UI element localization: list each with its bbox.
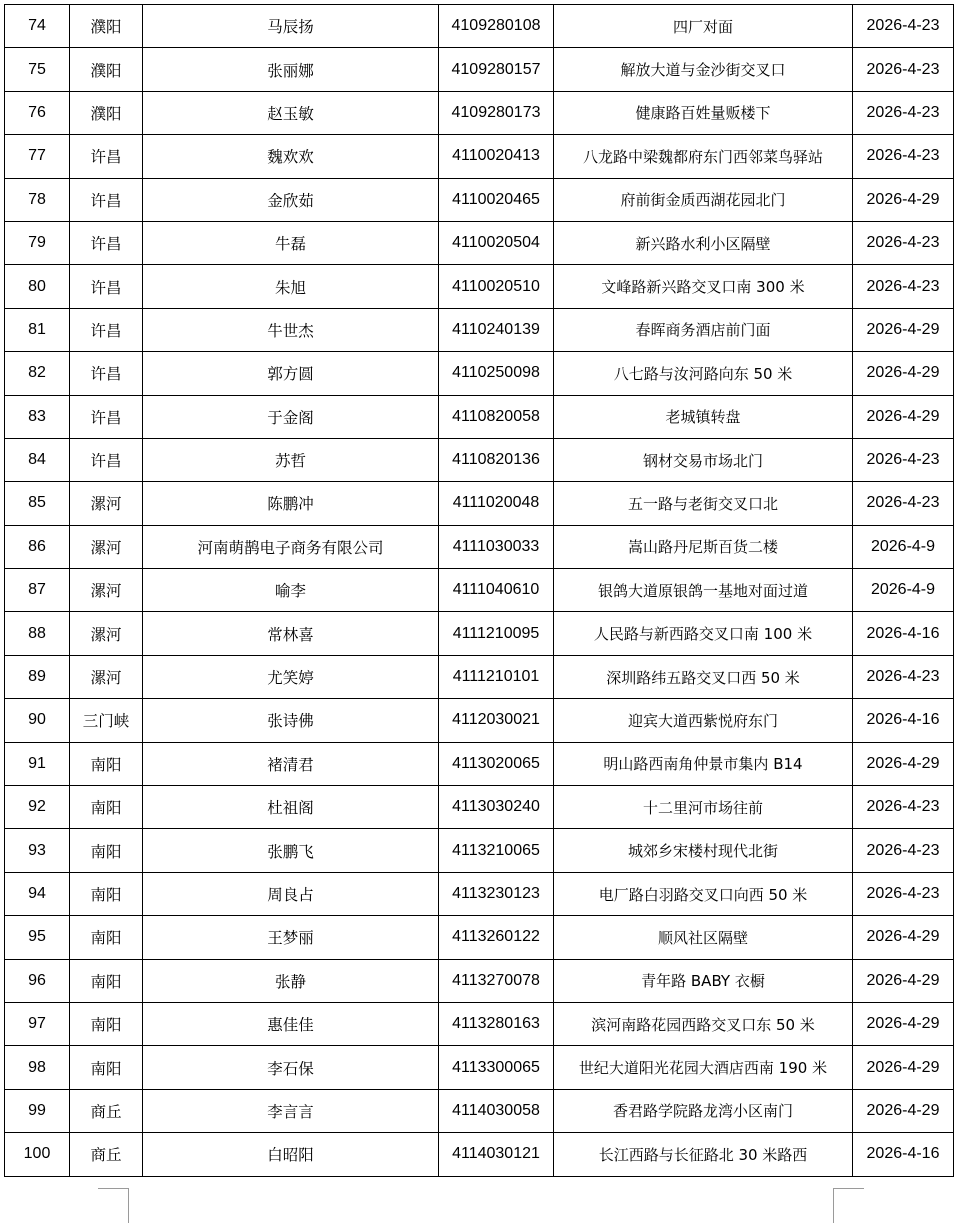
city-cell: 南阳 [70, 959, 143, 1002]
table-row [5, 438, 954, 481]
table-row [5, 612, 954, 655]
page-corner-mark-left [98, 1188, 129, 1223]
date-cell: 2026-4-16 [853, 612, 954, 655]
city-cell: 三门峡 [70, 699, 143, 742]
date-cell: 2026-4-29 [853, 1002, 954, 1045]
city-cell: 南阳 [70, 1002, 143, 1045]
table-row [5, 742, 954, 785]
table-row [5, 178, 954, 221]
operator-name-cell: 赵玉敏 [143, 91, 439, 134]
operator-name-cell: 牛世杰 [143, 308, 439, 351]
city-cell: 漯河 [70, 569, 143, 612]
address-cell: 健康路百姓量贩楼下 [554, 91, 853, 134]
row-index-cell: 82 [5, 352, 70, 395]
operator-name-cell: 褚清君 [143, 742, 439, 785]
address-cell: 老城镇转盘 [554, 395, 853, 438]
row-index-cell: 76 [5, 91, 70, 134]
operator-name-cell: 喻李 [143, 569, 439, 612]
city-cell: 许昌 [70, 178, 143, 221]
date-cell: 2026-4-29 [853, 916, 954, 959]
station-code-cell: 4113020065 [439, 742, 554, 785]
date-cell: 2026-4-23 [853, 438, 954, 481]
row-index-cell: 93 [5, 829, 70, 872]
station-code-cell: 4113030240 [439, 786, 554, 829]
address-cell: 解放大道与金沙街交叉口 [554, 48, 853, 91]
address-cell: 人民路与新西路交叉口南 100 米 [554, 612, 853, 655]
city-cell: 漯河 [70, 655, 143, 698]
operator-name-cell: 惠佳佳 [143, 1002, 439, 1045]
station-code-cell: 4113230123 [439, 872, 554, 915]
address-cell: 府前街金质西湖花园北门 [554, 178, 853, 221]
operator-name-cell: 常林喜 [143, 612, 439, 655]
date-cell: 2026-4-23 [853, 482, 954, 525]
operator-name-cell: 陈鹏冲 [143, 482, 439, 525]
station-code-cell: 4111040610 [439, 569, 554, 612]
city-cell: 南阳 [70, 872, 143, 915]
operator-name-cell: 于金阁 [143, 395, 439, 438]
station-code-cell: 4113270078 [439, 959, 554, 1002]
date-cell: 2026-4-29 [853, 308, 954, 351]
table-row [5, 829, 954, 872]
station-code-cell: 4113260122 [439, 916, 554, 959]
row-index-cell: 92 [5, 786, 70, 829]
station-code-cell: 4114030121 [439, 1133, 554, 1176]
table-row [5, 916, 954, 959]
table-row [5, 48, 954, 91]
operator-name-cell: 魏欢欢 [143, 135, 439, 178]
city-cell: 南阳 [70, 829, 143, 872]
row-index-cell: 96 [5, 959, 70, 1002]
date-cell: 2026-4-23 [853, 655, 954, 698]
date-cell: 2026-4-23 [853, 872, 954, 915]
address-cell: 新兴路水利小区隔壁 [554, 221, 853, 264]
station-code-cell: 4110250098 [439, 352, 554, 395]
row-index-cell: 74 [5, 5, 70, 48]
station-code-cell: 4110020465 [439, 178, 554, 221]
row-index-cell: 83 [5, 395, 70, 438]
date-cell: 2026-4-9 [853, 525, 954, 568]
operator-name-cell: 张诗佛 [143, 699, 439, 742]
operator-name-cell: 王梦丽 [143, 916, 439, 959]
row-index-cell: 91 [5, 742, 70, 785]
address-cell: 银鸽大道原银鸽一基地对面过道 [554, 569, 853, 612]
station-code-cell: 4113300065 [439, 1046, 554, 1089]
station-code-cell: 4111210101 [439, 655, 554, 698]
row-index-cell: 86 [5, 525, 70, 568]
address-cell: 顺风社区隔壁 [554, 916, 853, 959]
operator-name-cell: 张丽娜 [143, 48, 439, 91]
city-cell: 漯河 [70, 482, 143, 525]
address-cell: 城郊乡宋楼村现代北街 [554, 829, 853, 872]
row-index-cell: 78 [5, 178, 70, 221]
operator-name-cell: 李石保 [143, 1046, 439, 1089]
row-index-cell: 84 [5, 438, 70, 481]
address-cell: 四厂对面 [554, 5, 853, 48]
station-code-cell: 4110240139 [439, 308, 554, 351]
row-index-cell: 81 [5, 308, 70, 351]
city-cell: 许昌 [70, 308, 143, 351]
address-cell: 八七路与汝河路向东 50 米 [554, 352, 853, 395]
date-cell: 2026-4-16 [853, 699, 954, 742]
address-cell: 深圳路纬五路交叉口西 50 米 [554, 655, 853, 698]
date-cell: 2026-4-29 [853, 959, 954, 1002]
row-index-cell: 75 [5, 48, 70, 91]
date-cell: 2026-4-23 [853, 135, 954, 178]
date-cell: 2026-4-23 [853, 48, 954, 91]
row-index-cell: 99 [5, 1089, 70, 1132]
date-cell: 2026-4-29 [853, 395, 954, 438]
table-row [5, 655, 954, 698]
station-code-cell: 4110820058 [439, 395, 554, 438]
table-row [5, 699, 954, 742]
operator-name-cell: 尤笑婷 [143, 655, 439, 698]
date-cell: 2026-4-29 [853, 178, 954, 221]
address-cell: 嵩山路丹尼斯百货二楼 [554, 525, 853, 568]
station-code-cell: 4110020413 [439, 135, 554, 178]
table-row [5, 1046, 954, 1089]
table-row [5, 5, 954, 48]
table-row [5, 959, 954, 1002]
date-cell: 2026-4-23 [853, 265, 954, 308]
city-cell: 南阳 [70, 742, 143, 785]
address-cell: 长江西路与长征路北 30 米路西 [554, 1133, 853, 1176]
station-code-cell: 4109280173 [439, 91, 554, 134]
city-cell: 许昌 [70, 221, 143, 264]
operator-name-cell: 张静 [143, 959, 439, 1002]
address-cell: 钢材交易市场北门 [554, 438, 853, 481]
address-cell: 世纪大道阳光花园大酒店西南 190 米 [554, 1046, 853, 1089]
roster-table [4, 4, 954, 1177]
date-cell: 2026-4-29 [853, 352, 954, 395]
city-cell: 许昌 [70, 265, 143, 308]
page-corner-mark-right [833, 1188, 864, 1223]
row-index-cell: 77 [5, 135, 70, 178]
table-row [5, 91, 954, 134]
row-index-cell: 95 [5, 916, 70, 959]
date-cell: 2026-4-29 [853, 742, 954, 785]
operator-name-cell: 苏哲 [143, 438, 439, 481]
city-cell: 濮阳 [70, 48, 143, 91]
table-row [5, 265, 954, 308]
station-code-cell: 4111020048 [439, 482, 554, 525]
operator-name-cell: 牛磊 [143, 221, 439, 264]
station-code-cell: 4112030021 [439, 699, 554, 742]
row-index-cell: 100 [5, 1133, 70, 1176]
table-row [5, 482, 954, 525]
operator-name-cell: 朱旭 [143, 265, 439, 308]
date-cell: 2026-4-29 [853, 1089, 954, 1132]
city-cell: 南阳 [70, 786, 143, 829]
table-row [5, 525, 954, 568]
table-row [5, 569, 954, 612]
address-cell: 文峰路新兴路交叉口南 300 米 [554, 265, 853, 308]
operator-name-cell: 李言言 [143, 1089, 439, 1132]
table-row [5, 1133, 954, 1176]
operator-name-cell: 周良占 [143, 872, 439, 915]
table-row [5, 135, 954, 178]
operator-name-cell: 杜祖阁 [143, 786, 439, 829]
city-cell: 濮阳 [70, 5, 143, 48]
operator-name-cell: 张鹏飞 [143, 829, 439, 872]
table-row [5, 786, 954, 829]
city-cell: 许昌 [70, 352, 143, 395]
table-row [5, 308, 954, 351]
operator-name-cell: 马辰扬 [143, 5, 439, 48]
address-cell: 十二里河市场往前 [554, 786, 853, 829]
date-cell: 2026-4-23 [853, 221, 954, 264]
table-row [5, 352, 954, 395]
operator-name-cell: 金欣茹 [143, 178, 439, 221]
city-cell: 商丘 [70, 1089, 143, 1132]
operator-name-cell: 郭方圆 [143, 352, 439, 395]
date-cell: 2026-4-16 [853, 1133, 954, 1176]
station-code-cell: 4113280163 [439, 1002, 554, 1045]
address-cell: 八龙路中梁魏都府东门西邻菜鸟驿站 [554, 135, 853, 178]
station-code-cell: 4114030058 [439, 1089, 554, 1132]
row-index-cell: 80 [5, 265, 70, 308]
address-cell: 滨河南路花园西路交叉口东 50 米 [554, 1002, 853, 1045]
city-cell: 漯河 [70, 612, 143, 655]
address-cell: 青年路 BABY 衣橱 [554, 959, 853, 1002]
date-cell: 2026-4-23 [853, 5, 954, 48]
station-code-cell: 4109280108 [439, 5, 554, 48]
city-cell: 许昌 [70, 135, 143, 178]
city-cell: 许昌 [70, 438, 143, 481]
row-index-cell: 94 [5, 872, 70, 915]
address-cell: 明山路西南角仲景市集内 B14 [554, 742, 853, 785]
address-cell: 香君路学院路龙湾小区南门 [554, 1089, 853, 1132]
station-code-cell: 4111030033 [439, 525, 554, 568]
date-cell: 2026-4-23 [853, 786, 954, 829]
operator-name-cell: 河南萌鹊电子商务有限公司 [143, 525, 439, 568]
city-cell: 南阳 [70, 916, 143, 959]
row-index-cell: 98 [5, 1046, 70, 1089]
address-cell: 五一路与老街交叉口北 [554, 482, 853, 525]
date-cell: 2026-4-23 [853, 91, 954, 134]
row-index-cell: 97 [5, 1002, 70, 1045]
row-index-cell: 87 [5, 569, 70, 612]
city-cell: 商丘 [70, 1133, 143, 1176]
date-cell: 2026-4-29 [853, 1046, 954, 1089]
city-cell: 南阳 [70, 1046, 143, 1089]
roster-table-body [5, 5, 954, 1177]
city-cell: 漯河 [70, 525, 143, 568]
table-row [5, 1089, 954, 1132]
station-code-cell: 4111210095 [439, 612, 554, 655]
table-row [5, 395, 954, 438]
city-cell: 濮阳 [70, 91, 143, 134]
table-row [5, 1002, 954, 1045]
address-cell: 春晖商务酒店前门面 [554, 308, 853, 351]
station-code-cell: 4109280157 [439, 48, 554, 91]
date-cell: 2026-4-9 [853, 569, 954, 612]
station-code-cell: 4110020504 [439, 221, 554, 264]
city-cell: 许昌 [70, 395, 143, 438]
table-row [5, 872, 954, 915]
row-index-cell: 89 [5, 655, 70, 698]
row-index-cell: 85 [5, 482, 70, 525]
row-index-cell: 88 [5, 612, 70, 655]
operator-name-cell: 白昭阳 [143, 1133, 439, 1176]
row-index-cell: 90 [5, 699, 70, 742]
address-cell: 电厂路白羽路交叉口向西 50 米 [554, 872, 853, 915]
station-code-cell: 4110020510 [439, 265, 554, 308]
table-row [5, 221, 954, 264]
station-code-cell: 4110820136 [439, 438, 554, 481]
date-cell: 2026-4-23 [853, 829, 954, 872]
station-code-cell: 4113210065 [439, 829, 554, 872]
address-cell: 迎宾大道西紫悦府东门 [554, 699, 853, 742]
row-index-cell: 79 [5, 221, 70, 264]
